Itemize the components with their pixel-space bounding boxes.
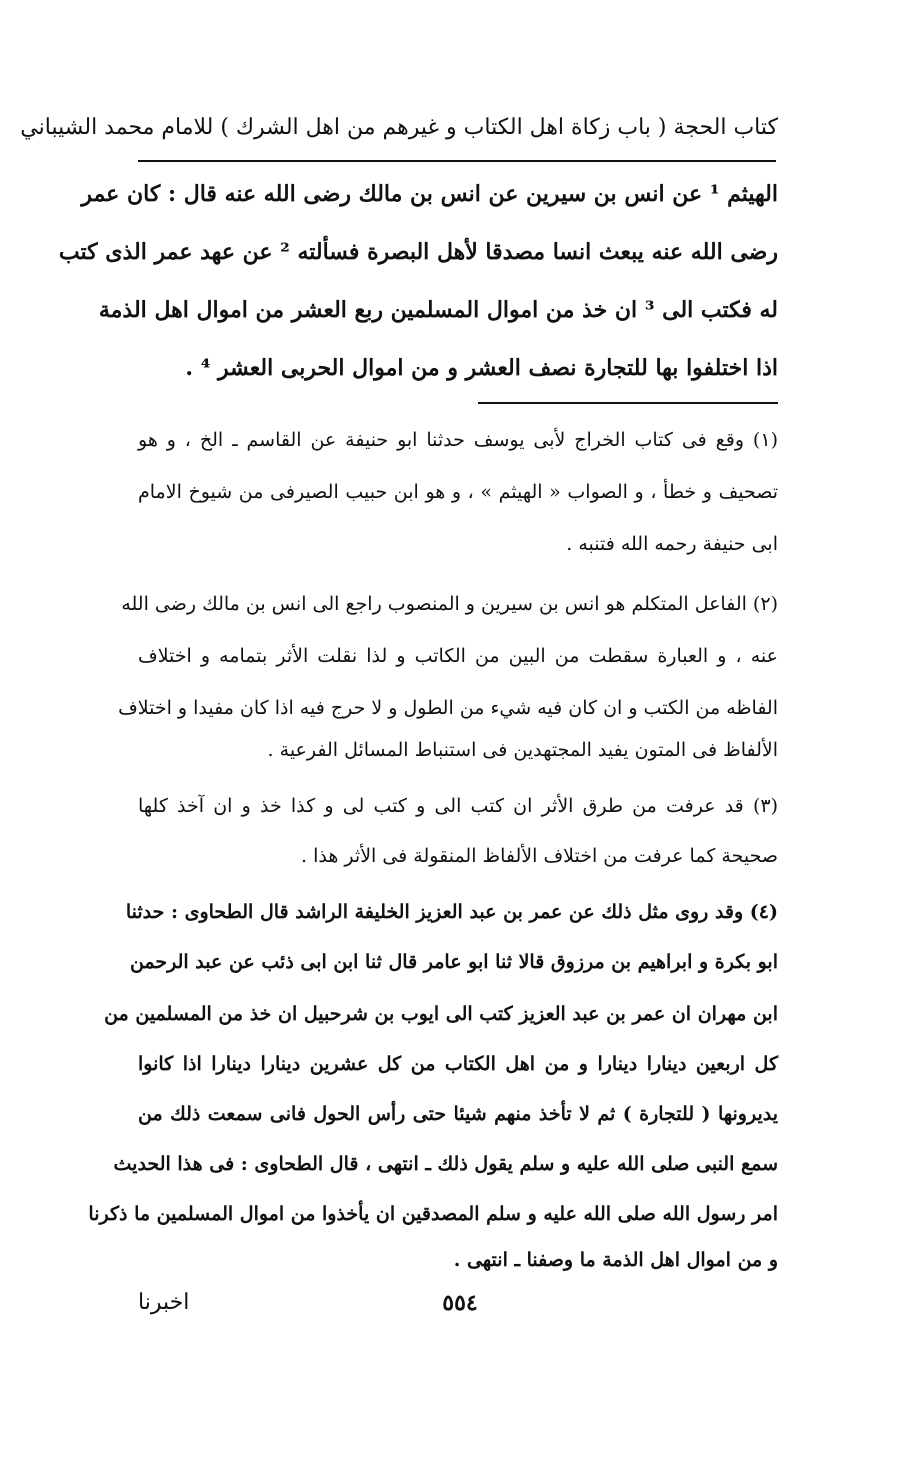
footnote-2-line-2: عنه ، و العبارة سقطت من البين من الكاتب و لذا نقلت الأثر بتمامه و اختلاف (138, 645, 778, 667)
footnote-1-line-2: تصحيف و خطأ ، و الصواب « الهيثم » ، و هو ابن حبيب الصيرفى من شيوخ الامام (138, 481, 778, 503)
footnote-4-line-5: يديرونها ( للتجارة ) ثم لا تأخذ منهم شيئا حتى رأس الحول فانى سمعت ذلك من (138, 1103, 778, 1125)
footnote-2-line-1: (٢) الفاعل المتكلم هو انس بن سيرين و المنصوب راجع الى انس بن مالك رضى الله (121, 593, 778, 615)
footnote-4-line-8: و من اموال اهل الذمة ما وصفنا ـ انتهى . (453, 1249, 778, 1271)
footnote-4-line-6: سمع النبى صلى الله عليه و سلم يقول ذلك ـ انتهى ، قال الطحاوى : فى هذا الحديث (113, 1153, 778, 1175)
footnote-separator (478, 402, 778, 404)
page-number: ٥٥٤ (442, 1290, 478, 1316)
catchword: اخبرنا (138, 1290, 190, 1315)
footnote-2-line-3: الفاظه من الكتب و ان كان فيه شيء من الطول و لا حرج فيه اذا كان مفيدا و اختلاف (118, 697, 778, 719)
footnote-4-line-4: كل اربعين دينارا دينارا و من اهل الكتاب من كل عشرين دينارا دينارا اذا كانوا (138, 1053, 778, 1075)
footnote-3-line-2: صحيحة كما عرفت من اختلاف الألفاظ المنقولة فى الأثر هذا . (301, 845, 778, 867)
running-header: كتاب الحجة ( باب زكاة اهل الكتاب و غيرهم من اهل الشرك ) للامام محمد الشيباني (20, 115, 778, 140)
footnote-4-line-1: (٤) وقد روى مثل ذلك عن عمر بن عبد العزيز الخليفة الراشد قال الطحاوى : حدثنا (125, 901, 778, 923)
footnote-4-line-3: ابن مهران ان عمر بن عبد العزيز كتب الى ايوب بن شرحبيل ان خذ من المسلمين من (104, 1003, 778, 1025)
header-rule (138, 160, 776, 162)
body-line-2: رضى الله عنه يبعث انسا مصدقا لأهل البصرة فسألته ² عن عهد عمر الذى كتب (58, 239, 778, 265)
footnote-4-line-7: امر رسول الله صلى الله عليه و سلم المصدقين ان يأخذوا من اموال المسلمين ما ذكرنا (88, 1203, 778, 1225)
footnote-4-line-2: ابو بكرة و ابراهيم بن مرزوق قالا ثنا ابو عامر قال ثنا ابن ابى ذئب عن عبد الرحمن (129, 951, 778, 973)
body-line-1: الهيثم ¹ عن انس بن سيرين عن انس بن مالك رضى الله عنه قال : كان عمر (81, 181, 778, 207)
footnote-1-line-3: ابى حنيفة رحمه الله فتنبه . (566, 533, 778, 555)
footnote-1-line-1: (١) وقع فى كتاب الخراج لأبى يوسف حدثنا ابو حنيفة عن القاسم ـ الخ ، و هو (138, 429, 778, 451)
body-line-4: اذا اختلفوا بها للتجارة نصف العشر و من اموال الحربى العشر ⁴ . (185, 355, 778, 381)
body-line-3: له فكتب الى ³ ان خذ من اموال المسلمين ربع العشر من اموال اهل الذمة (98, 297, 778, 323)
footnote-3-line-1: (٣) قد عرفت من طرق الأثر ان كتب الى و كتب لى و كذا خذ و ان آخذ كلها (138, 795, 778, 817)
footnote-2-line-4: الألفاظ فى المتون يفيد المجتهدين فى استنباط المسائل الفرعية . (267, 739, 778, 761)
